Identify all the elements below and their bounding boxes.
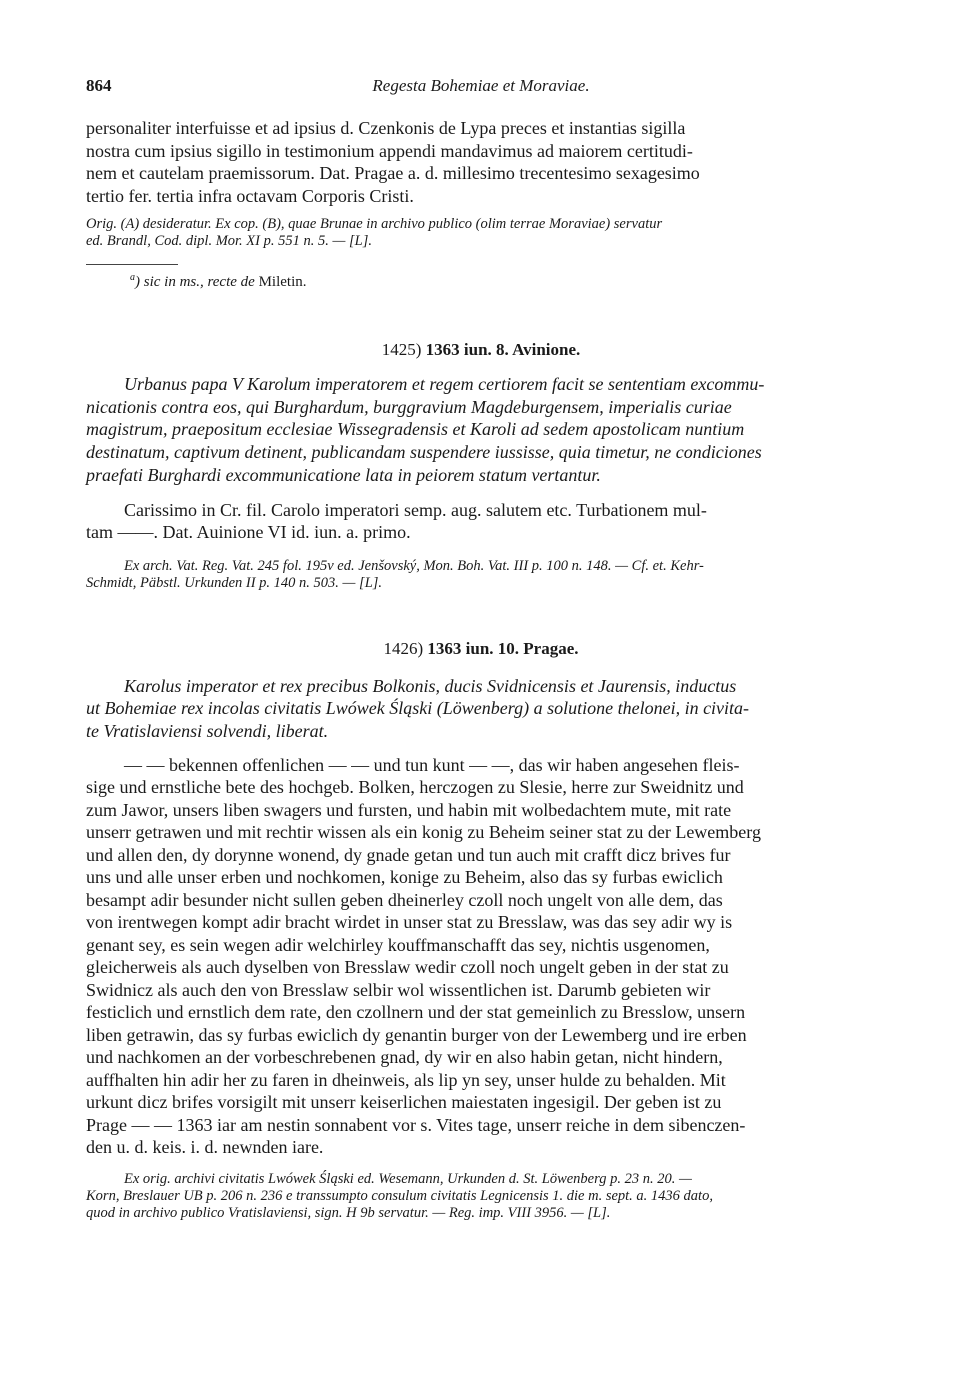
entry-1426-text: — — bekennen offenlichen — — und tun kunt — —, das wir haben angesehen fleis- sige und ernstliche bete des hochgeb. Bolken, herczogen zu Slesie, herre zur Sweidnitz und zum Jawor, unsers liben swagers und fursten, und habin mit wolbedachtem mute, mit rate unserr getrawen und mit rechtir wissen als ein konig zu Beheim seiner stat zu der Lewemberg und allen den, dy dorynne wonend, dy gnade getan und tun auch mit crafft dicz brives fur uns und alle unser erben und nochkomen, konige zu Beheim, also das sy furbas ewiclich besampt adir besunder nicht sullen geben dheinerley czoll noch ungelt von alle dem, das von irentwegen kompt adir bracht wirdet in unser stat zu Bresslaw, was das sey adir wy is genant sey, es sein wegen adir welchirley kouffmanschafft das sey, nichtis usgenomen, gleicherweis als auch dyselben von Bresslaw wedir czoll noch ungelt geben in der stat zu Swidnicz als auch den von Bresslaw selbir wol wissentlichen ist. Darumb gebieten wir festiclich und ernstlich dem rate, den czollnern und der stat gemeinlich zu Bresslow, unsern liben getrawin, das sy furbas ewiclich dy genantin burger von der Lewemberg und ire erben und nachkomen an der vorbeschrebenen gnad, dy wir en also habin getan, nicht hindern, auffhalten hin adir her zu faren in dheinweis, als lip yn sey, unser hulde zu behalden. Mit urkunt dicz brifes vorsigilt mit unserr keiserlichen maiestaten ingesigil. Der geben ist zu Prage — — 1363 iar am nestin sonnabent vor s. Vites tage, unserr reiche in dem sibenczen- den u. d. keis. i. d. newnden iare.: [86, 754, 761, 1158]
entry-1426-regest: Karolus imperator et rex precibus Bolkonis, ducis Svidnicensis et Jaurensis, inductus ut Bohemiae rex incolas civitatis Lwówek Śląski (Löwenberg) a solutione thelonei, in civita- te Vratislaviensi solvendi, liberat.: [86, 675, 750, 741]
entry-1425-number: 1425): [381, 340, 422, 359]
entry-1426-heading: [86, 639, 876, 659]
footnote-text: Miletin.: [258, 274, 307, 290]
footnote-divider: [86, 264, 178, 265]
footnote-italic-text: ) sic in ms., recte de: [135, 274, 255, 290]
page-number: 864: [86, 76, 112, 95]
entry-1425-text: Carissimo in Cr. fil. Carolo imperatori semp. aug. salutem etc. Turbationem mul- tam ——. Dat. Auinione VI id. iun. a. primo.: [86, 499, 707, 543]
entry-1426-number: 1426): [383, 638, 424, 658]
entry-1425-date-place: 1363 iun. 8. Avinione.: [425, 340, 581, 359]
continuation-source-note: Orig. (A) desideratur. Ex cop. (B), quae Brunae in archivo publico (olim terrae Moraviae) servatur ed. Brandl, Cod. dipl. Mor. XI p. 551 n. 5. — [L].: [86, 216, 663, 249]
footnote: [130, 272, 876, 291]
continuation-text: personaliter interfuisse et ad ipsius d. Czenkonis de Lypa preces et instantias sigilla nostra cum ipsius sigillo in testimonium appendi mandavimus ad maiorem certitudi- nem et cautelam praemissorum. Dat. Pragae a. d. millesimo trecentesimo sexagesimo tertio fer. tertia infra octavam Corporis Cristi.: [86, 118, 700, 206]
running-title: Regesta Bohemiae et Moraviae.: [372, 76, 590, 95]
entry-1425-regest: Urbanus papa V Karolum imperatorem et regem certiorem facit se sententiam excommu- nicationis contra eos, qui Burghardum, burggravium Magdeburgensem, imperialis curiae magistrum, praepositum ecclesiae Wissegradensis et Karoli ad sedem apostolicam nuntium destinatum, captivum detinent, publicandam suspendere iussisse, quia timetur, ne condiciones praefati Burghardi excommunicatione lata in peiorem statum vertantur.: [86, 374, 765, 485]
entry-1425-source-note: Ex arch. Vat. Reg. Vat. 245 fol. 195v ed. Jenšovský, Mon. Boh. Vat. III p. 100 n. 148. — Cf. et. Kehr- Schmidt, Päbstl. Urkunden II p. 140 n. 503. — [L].: [86, 557, 704, 591]
document-page: [86, 70, 876, 1222]
page-header: [86, 70, 876, 96]
entry-1426-source-note: Ex orig. archivi civitatis Lwówek Śląski ed. Wesemann, Urkunden d. St. Löwenberg p. 23 n. 20. — Korn, Breslauer UB p. 206 n. 236 e transsumpto consulum civitatis Legnicensis 1. die m. sept. a. 1436 dato, quod in archivo publico Vratislaviensi, sign. H 9b servatur. — Reg. imp. VIII 3956. — [L].: [86, 1170, 713, 1221]
entry-1426-date-place: 1363 iun. 10. Pragae.: [427, 638, 579, 658]
footnote-marker: a: [130, 272, 135, 283]
entry-1425-heading: [86, 340, 876, 360]
